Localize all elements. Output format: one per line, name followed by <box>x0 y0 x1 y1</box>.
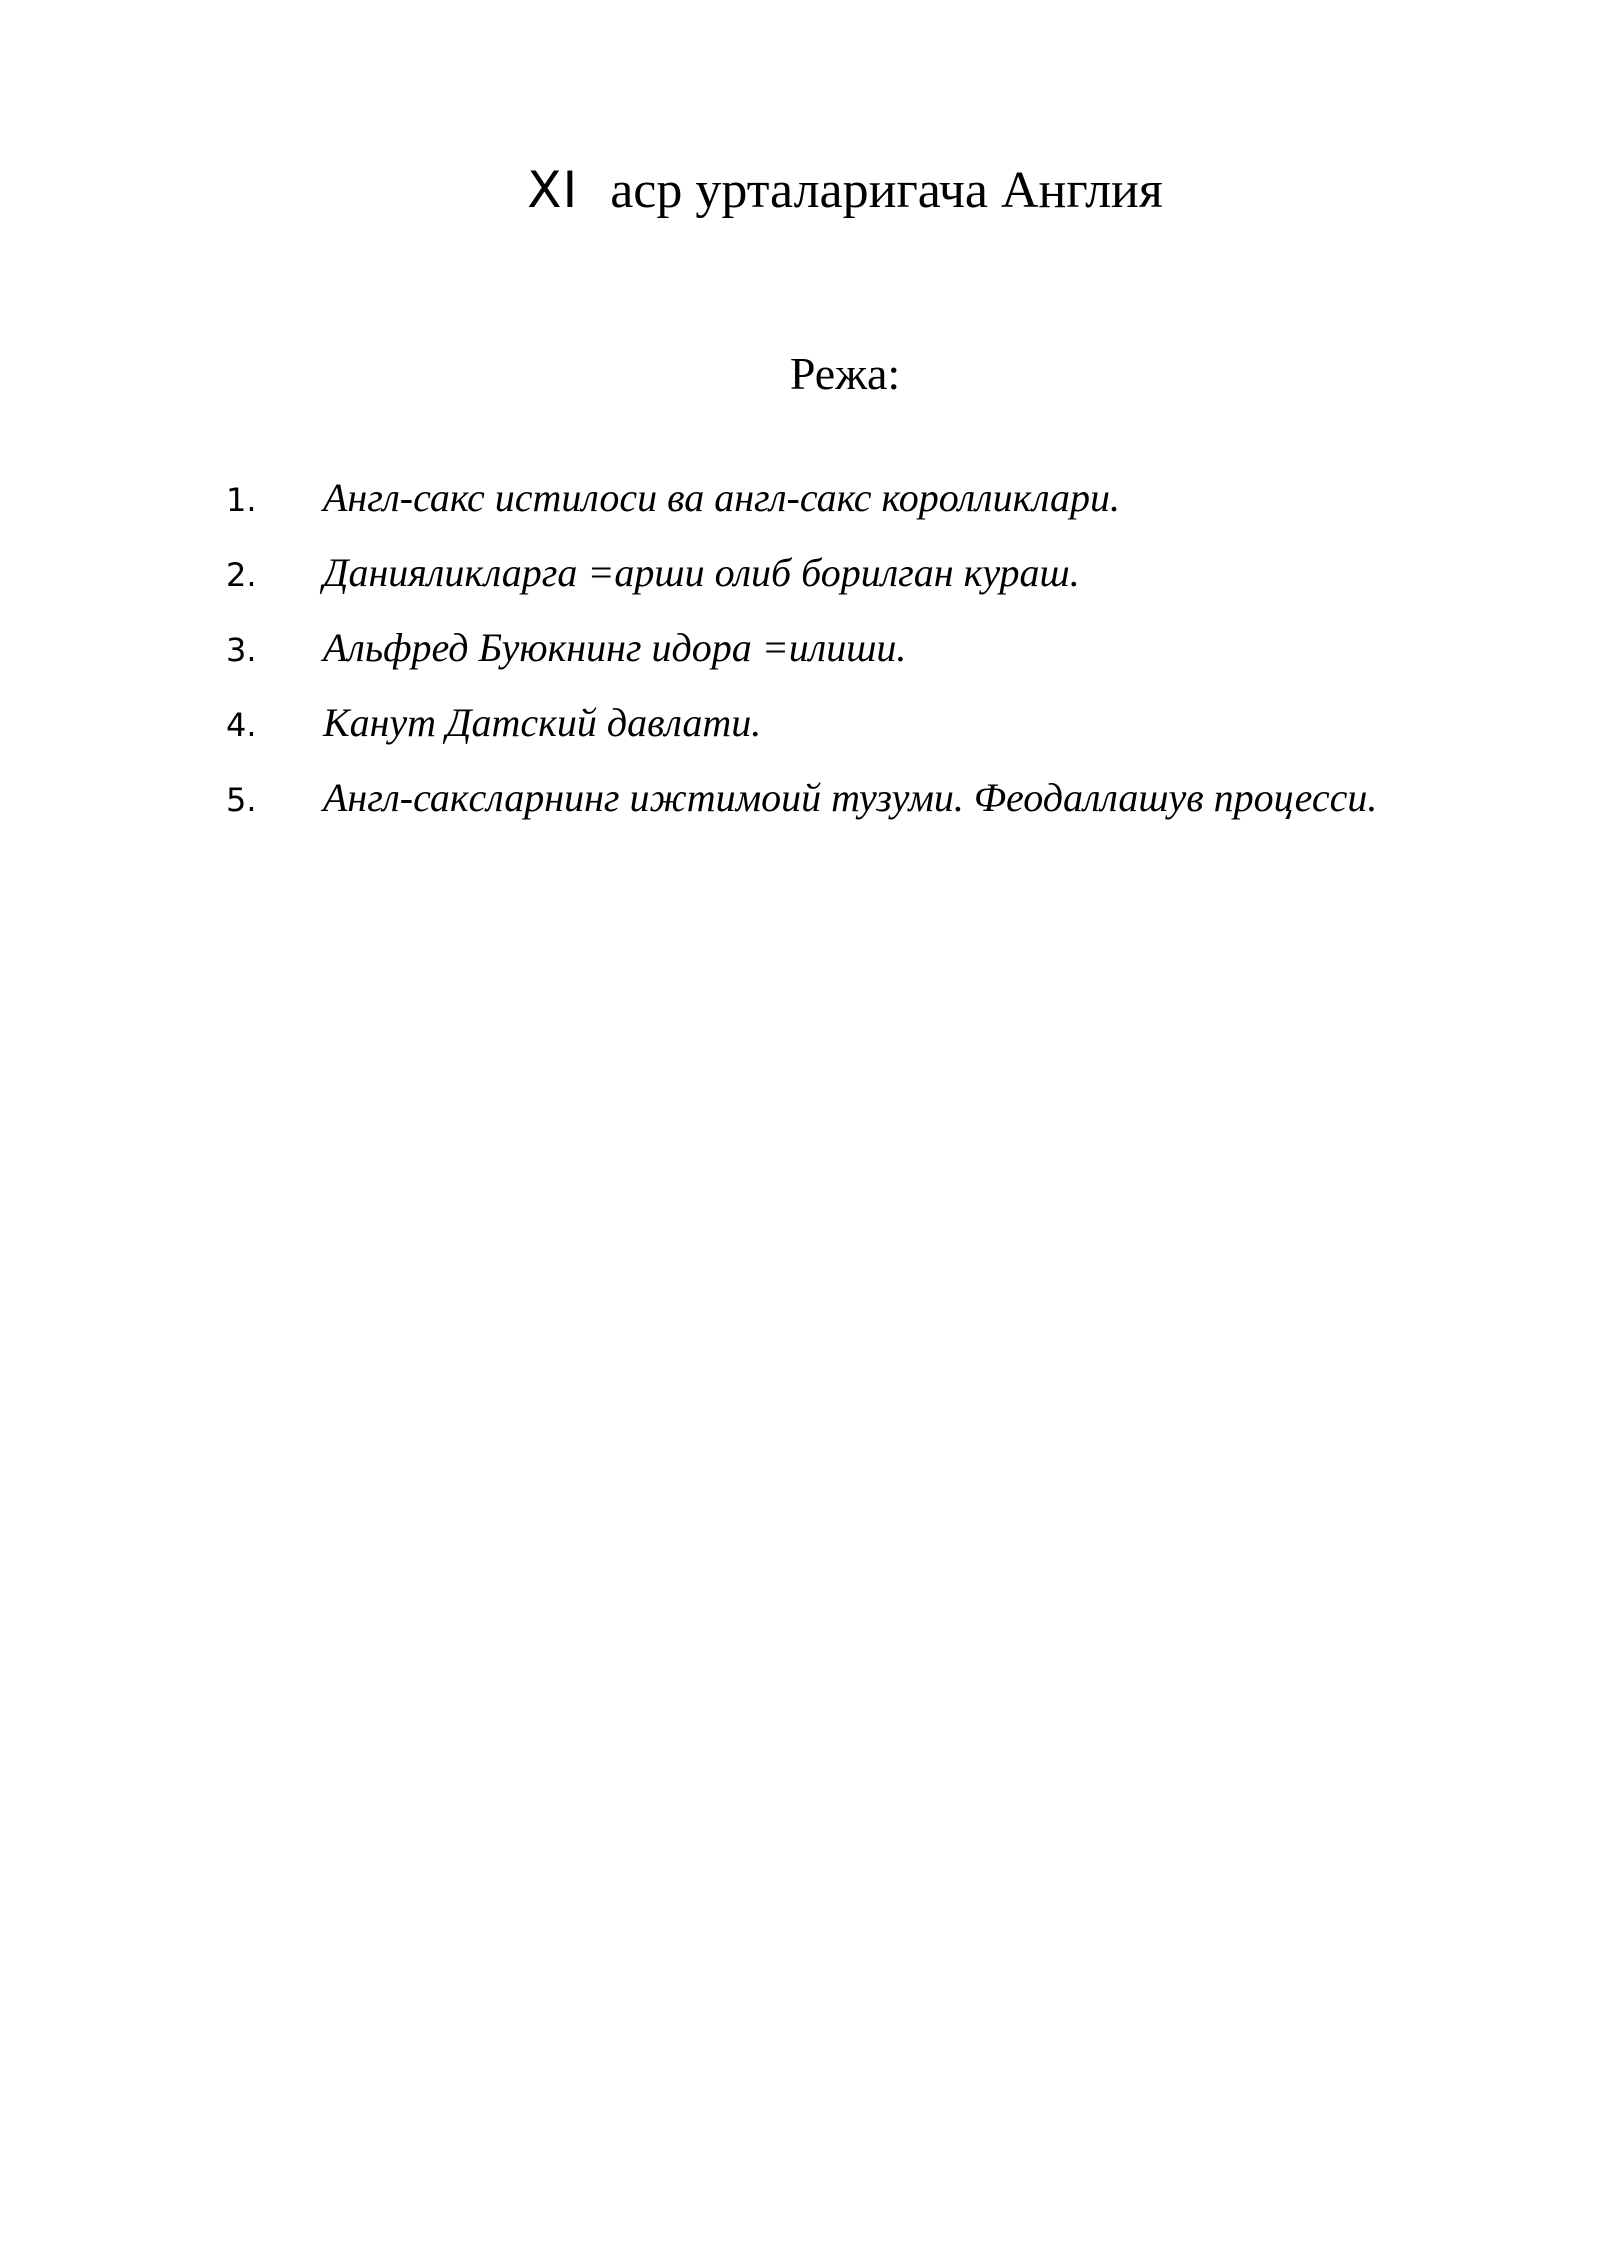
plan-item-text: Англ-сакс истилоси ва англ-сакс королликлари. <box>323 475 1121 520</box>
plan-item-5 <box>226 768 1377 843</box>
plan-item-4 <box>226 693 1377 768</box>
plan-item-text: Альфред Буюкнинг идора =илиши. <box>323 625 907 670</box>
plan-item-number: 3. <box>226 631 257 669</box>
plan-item-1 <box>226 468 1377 543</box>
plan-item-text: Данияликларга =арши олиб борилган кураш. <box>323 550 1080 595</box>
plan-item-2 <box>226 543 1377 618</box>
plan-item-text: Англ-сакcларнинг ижтимоий тузуми. Феодаллашув процесси. <box>323 775 1378 820</box>
plan-item-number: 1. <box>226 481 257 519</box>
plan-heading: Режа: <box>789 348 901 399</box>
plan-item-number: 2. <box>226 556 257 594</box>
plan-item-text: Канут Датский давлати. <box>323 700 762 745</box>
plan-list <box>226 468 1377 843</box>
title-numeral: XI <box>527 161 579 219</box>
plan-item-number: 4. <box>226 706 257 744</box>
plan-item-3 <box>226 618 1377 693</box>
title-text: аср урталаригача Англия <box>610 162 1163 219</box>
plan-item-number: 5. <box>226 781 257 819</box>
page-title <box>0 150 1600 230</box>
